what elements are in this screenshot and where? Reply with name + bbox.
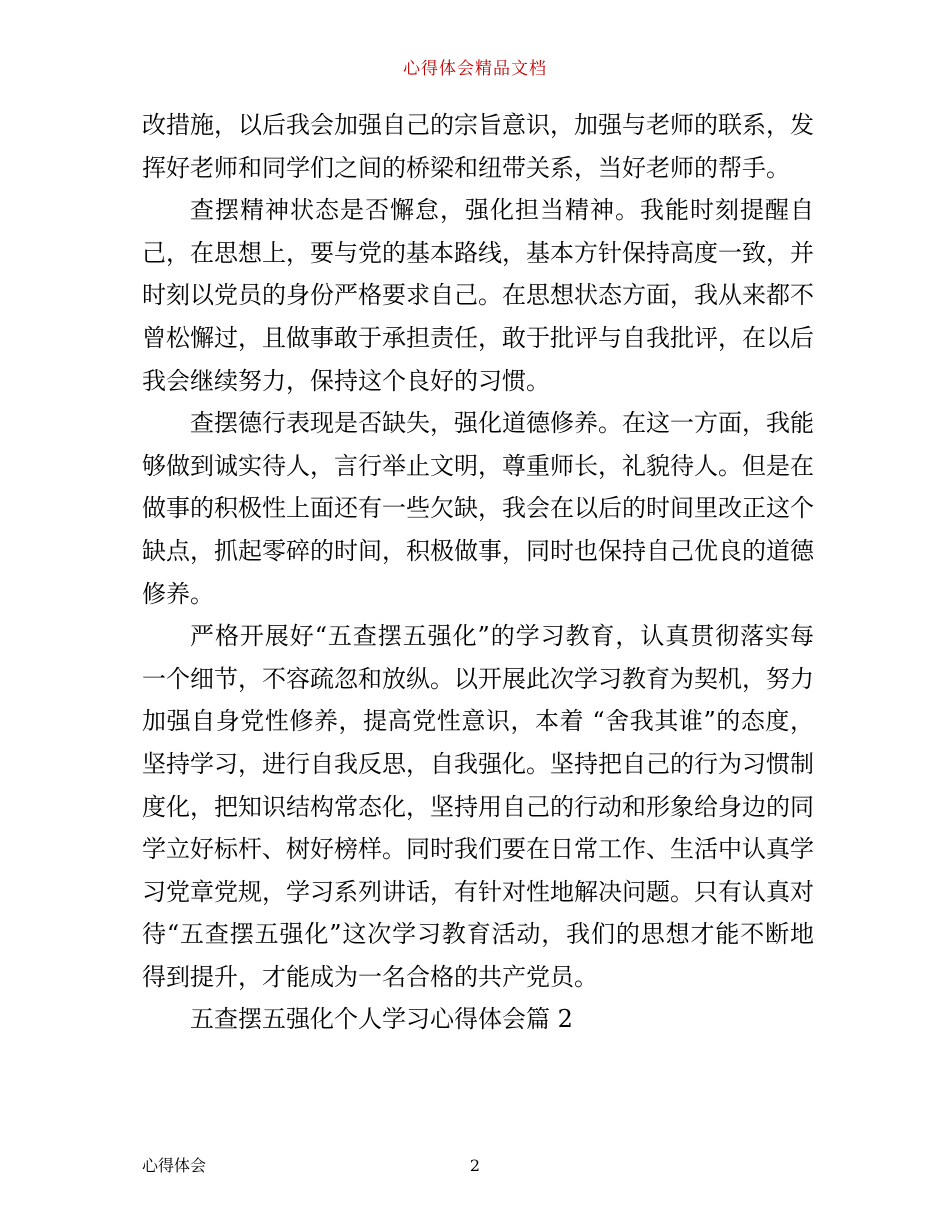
document-body [142,104,814,1041]
paragraph-study-education: 严格开展好“五查摆五强化”的学习教育，认真贯彻落实每一个细节，不容疏忽和放纵。以开展此次学习教育为契机，努力加强自身党性修养，提高党性意识，本着 “舍我其谁”的态度，坚持学习，进行自我反思，自我强化。坚持把自己的行为习惯制度化，把知识结构常态化，坚持用自己的行动和形象给身边的同学立好标杆、树好榜样。同时我们要在日常工作、生活中认真学习党章党规，学习系列讲话，有针对性地解决问题。只有认真对待“五查摆五强化”这次学习教育活动，我们的思想才能不断地得到提升，才能成为一名合格的共产党员。 [142,622,814,991]
section-heading-part-2: 五查摆五强化个人学习心得体会篇 2 [190,1005,573,1034]
paragraph-spirit-state: 查摆精神状态是否懈怠，强化担当精神。我能时刻提醒自己，在思想上，要与党的基本路线，基本方针保持高度一致，并时刻以党员的身份严格要求自己。在思想状态方面，我从来都不曾松懈过，且做事敢于承担责任，敢于批评与自我批评，在以后我会继续努力，保持这个良好的习惯。 [142,196,814,395]
paragraph-moral-conduct: 查摆德行表现是否缺失，强化道德修养。在这一方面，我能够做到诚实待人，言行举止文明，尊重师长，礼貌待人。但是在做事的积极性上面还有一些欠缺，我会在以后的时间里改正这个缺点，抓起零碎的时间，积极做事，同时也保持自己优良的道德修养。 [142,409,814,608]
page-header-title: 心得体会精品文档 [403,59,547,79]
footer-label: 心得体会 [142,1156,207,1175]
paragraph-continuation: 改措施，以后我会加强自己的宗旨意识，加强与老师的联系，发挥好老师和同学们之间的桥梁和纽带关系，当好老师的帮手。 [142,111,814,182]
page-number: 2 [469,1156,481,1175]
